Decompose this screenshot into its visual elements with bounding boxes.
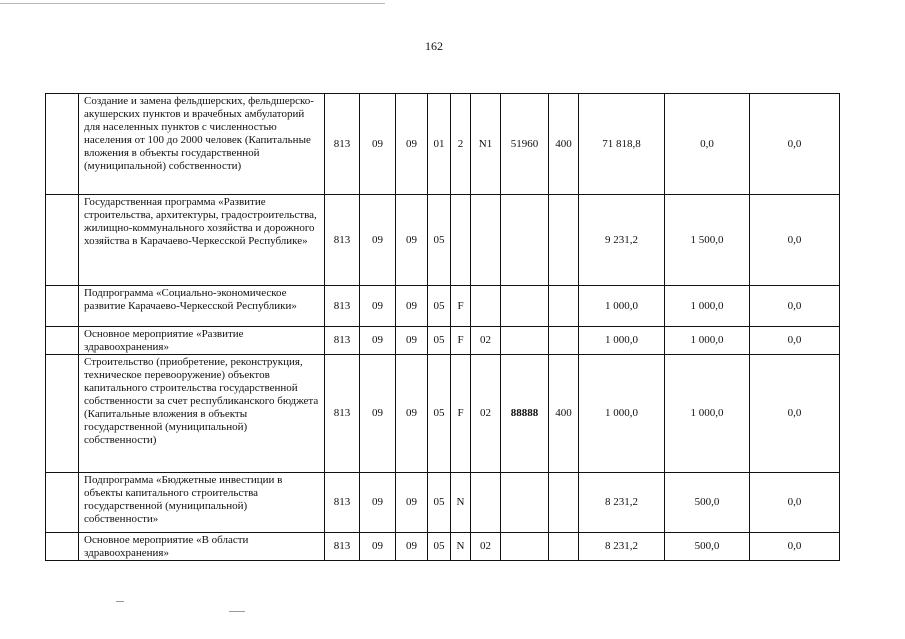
- row-subprogram: 2: [451, 94, 471, 195]
- row-blank-cell: [46, 327, 79, 355]
- row-expense-type: [549, 533, 579, 561]
- row-amount-3: 0,0: [750, 94, 840, 195]
- row-section: 09: [360, 327, 396, 355]
- row-amount-3: 0,0: [750, 533, 840, 561]
- row-subsection: 09: [396, 94, 428, 195]
- row-ministry: 813: [325, 533, 360, 561]
- row-direction: [501, 195, 549, 286]
- row-event: N1: [471, 94, 501, 195]
- table-row: [46, 286, 840, 327]
- row-event: 02: [471, 327, 501, 355]
- row-amount-3: 0,0: [750, 355, 840, 473]
- table-row: [46, 195, 840, 286]
- row-amount-2: 1 000,0: [665, 355, 750, 473]
- row-amount-1: 1 000,0: [579, 355, 665, 473]
- row-section: 09: [360, 473, 396, 533]
- row-direction: 51960: [501, 94, 549, 195]
- row-amount-3: 0,0: [750, 286, 840, 327]
- row-expense-type: [549, 195, 579, 286]
- row-blank-cell: [46, 473, 79, 533]
- row-section: 09: [360, 355, 396, 473]
- scan-mark: [116, 601, 124, 602]
- row-section: 09: [360, 195, 396, 286]
- row-direction: [501, 286, 549, 327]
- page-number: 162: [425, 39, 443, 53]
- row-direction: 88888: [501, 355, 549, 473]
- row-event: [471, 286, 501, 327]
- row-amount-1: 1 000,0: [579, 327, 665, 355]
- row-ministry: 813: [325, 355, 360, 473]
- row-ministry: 813: [325, 327, 360, 355]
- row-section: 09: [360, 94, 396, 195]
- row-subprogram: N: [451, 533, 471, 561]
- row-expense-type: 400: [549, 355, 579, 473]
- table-row: [46, 533, 840, 561]
- row-program: 05: [428, 355, 451, 473]
- row-direction: [501, 473, 549, 533]
- row-event: 02: [471, 355, 501, 473]
- row-program: 05: [428, 286, 451, 327]
- row-direction: [501, 533, 549, 561]
- row-subsection: 09: [396, 355, 428, 473]
- row-blank-cell: [46, 94, 79, 195]
- row-ministry: 813: [325, 94, 360, 195]
- row-subsection: 09: [396, 533, 428, 561]
- row-amount-1: 71 818,8: [579, 94, 665, 195]
- row-program: 05: [428, 195, 451, 286]
- row-subprogram: F: [451, 327, 471, 355]
- row-description: Создание и замена фельдшерских, фельдшерско-акушерских пунктов и врачебных амбулаторий для населенных пунктов с численностью населения от 100 до 2000 человек (Капитальные вложения в объекты государственной (муниципальной) собственности): [79, 94, 325, 195]
- row-amount-2: 500,0: [665, 473, 750, 533]
- top-rule: [0, 3, 385, 4]
- row-description: Основное мероприятие «В области здравоохранения»: [79, 533, 325, 561]
- row-description: Строительство (приобретение, реконструкция, техническое перевооружение) объектов капитального строительства государственной собственности за счет республиканского бюджета (Капитальные вложения в объекты государственной (муниципальной) собственности): [79, 355, 325, 473]
- row-section: 09: [360, 533, 396, 561]
- row-amount-3: 0,0: [750, 473, 840, 533]
- row-amount-2: 500,0: [665, 533, 750, 561]
- row-subsection: 09: [396, 327, 428, 355]
- row-subprogram: F: [451, 286, 471, 327]
- row-subprogram: F: [451, 355, 471, 473]
- row-program: 05: [428, 327, 451, 355]
- row-event: 02: [471, 533, 501, 561]
- table-row: [46, 473, 840, 533]
- row-amount-1: 8 231,2: [579, 533, 665, 561]
- row-ministry: 813: [325, 195, 360, 286]
- row-blank-cell: [46, 533, 79, 561]
- row-subsection: 09: [396, 473, 428, 533]
- row-amount-2: 1 000,0: [665, 327, 750, 355]
- row-description: Основное мероприятие «Развитие здравоохранения»: [79, 327, 325, 355]
- row-amount-2: 0,0: [665, 94, 750, 195]
- row-program: 05: [428, 533, 451, 561]
- row-description: Подпрограмма «Бюджетные инвестиции в объекты капитального строительства государственной (муниципальной) собственности»: [79, 473, 325, 533]
- row-amount-1: 9 231,2: [579, 195, 665, 286]
- row-subsection: 09: [396, 195, 428, 286]
- row-subsection: 09: [396, 286, 428, 327]
- row-amount-1: 8 231,2: [579, 473, 665, 533]
- row-subprogram: [451, 195, 471, 286]
- row-expense-type: 400: [549, 94, 579, 195]
- row-amount-2: 1 000,0: [665, 286, 750, 327]
- table-row: [46, 94, 840, 195]
- row-expense-type: [549, 473, 579, 533]
- row-description: Подпрограмма «Социально-экономическое развитие Карачаево-Черкесской Республики»: [79, 286, 325, 327]
- row-event: [471, 195, 501, 286]
- row-amount-1: 1 000,0: [579, 286, 665, 327]
- row-blank-cell: [46, 355, 79, 473]
- row-section: 09: [360, 286, 396, 327]
- row-expense-type: [549, 286, 579, 327]
- row-description: Государственная программа «Развитие строительства, архитектуры, градостроительства, жилищно-коммунального хозяйства и дорожного хозяйства в Карачаево-Черкесской Республике»: [79, 195, 325, 286]
- row-blank-cell: [46, 195, 79, 286]
- table-row: [46, 355, 840, 473]
- row-event: [471, 473, 501, 533]
- table-row: [46, 327, 840, 355]
- scan-mark: [229, 611, 245, 612]
- row-program: 05: [428, 473, 451, 533]
- row-subprogram: N: [451, 473, 471, 533]
- row-amount-3: 0,0: [750, 195, 840, 286]
- row-blank-cell: [46, 286, 79, 327]
- row-ministry: 813: [325, 286, 360, 327]
- budget-table: [45, 93, 840, 561]
- row-program: 01: [428, 94, 451, 195]
- row-ministry: 813: [325, 473, 360, 533]
- row-direction: [501, 327, 549, 355]
- row-amount-2: 1 500,0: [665, 195, 750, 286]
- row-amount-3: 0,0: [750, 327, 840, 355]
- row-expense-type: [549, 327, 579, 355]
